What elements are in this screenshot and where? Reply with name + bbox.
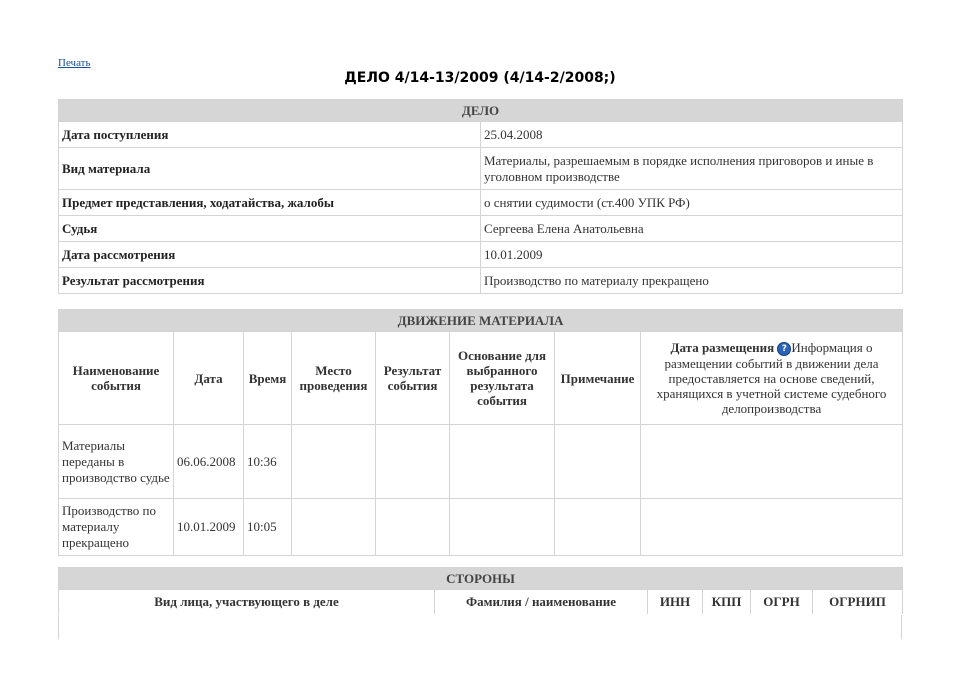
table-border-line	[901, 615, 902, 639]
cell-time: 10:36	[244, 425, 292, 499]
col-header-kpp: КПП	[703, 590, 751, 615]
case-row-review-date	[59, 242, 903, 268]
case-row-value: о снятии судимости (ст.400 УПК РФ)	[481, 190, 903, 216]
parties-header-row	[59, 590, 903, 615]
cell-note	[555, 425, 641, 499]
cell-time: 10:05	[244, 499, 292, 556]
col-header-result: Результат события	[376, 332, 450, 425]
col-header-inn: ИНН	[648, 590, 703, 615]
case-row-judge	[59, 216, 903, 242]
case-row-label: Судья	[59, 216, 481, 242]
case-section-header: ДЕЛО	[59, 100, 903, 122]
cell-posted	[641, 499, 903, 556]
movement-section-header: ДВИЖЕНИЕ МАТЕРИАЛА	[59, 310, 903, 332]
cell-note	[555, 499, 641, 556]
cell-event: Материалы переданы в производство судье	[59, 425, 174, 499]
case-row-value: 25.04.2008	[481, 122, 903, 148]
cell-posted	[641, 425, 903, 499]
case-row-label: Дата поступления	[59, 122, 481, 148]
col-header-posted	[641, 332, 903, 425]
case-row-material-type	[59, 148, 903, 190]
question-circle-icon[interactable]: ?	[777, 342, 791, 356]
table-border-line	[58, 615, 59, 639]
case-row-label: Дата рассмотрения	[59, 242, 481, 268]
cell-result	[376, 499, 450, 556]
col-header-date: Дата	[174, 332, 244, 425]
case-row-label: Вид материала	[59, 148, 481, 190]
col-header-note: Примечание	[555, 332, 641, 425]
col-header-party-name: Фамилия / наименование	[435, 590, 648, 615]
col-header-place: Место проведения	[292, 332, 376, 425]
print-link[interactable]: Печать	[58, 57, 91, 69]
case-row-label: Результат рассмотрения	[59, 268, 481, 294]
cell-basis	[450, 499, 555, 556]
cell-basis	[450, 425, 555, 499]
case-info-table	[58, 99, 903, 294]
movement-header-row	[59, 332, 903, 425]
cell-result	[376, 425, 450, 499]
col-header-basis: Основание для выбранного результата события	[450, 332, 555, 425]
cell-place	[292, 425, 376, 499]
cell-event: Производство по материалу прекращено	[59, 499, 174, 556]
case-row-review-result	[59, 268, 903, 294]
cell-date: 10.01.2009	[174, 499, 244, 556]
cell-date: 06.06.2008	[174, 425, 244, 499]
col-header-posted-date: Дата размещения	[670, 339, 775, 355]
col-header-ogrnip: ОГРНИП	[813, 590, 903, 615]
table-row	[59, 425, 903, 499]
page-title: ДЕЛО 4/14-13/2009 (4/14-2/2008;)	[344, 70, 616, 86]
table-row	[59, 499, 903, 556]
col-header-ogrn: ОГРН	[751, 590, 813, 615]
col-header-posted-info: Информация о размещении событий в движении дела предоставляется на основе сведений, хранящихся в учетной системе судебного делопроизводства	[656, 339, 887, 416]
case-row-value: Производство по материалу прекращено	[481, 268, 903, 294]
case-row-value: 10.01.2009	[481, 242, 903, 268]
cell-place	[292, 499, 376, 556]
case-row-value: Материалы, разрешаемым в порядке исполнения приговоров и иные в уголовном производстве	[481, 148, 903, 190]
parties-table	[58, 567, 903, 614]
case-row-value: Сергеева Елена Анатольевна	[481, 216, 903, 242]
col-header-time: Время	[244, 332, 292, 425]
case-row-subject	[59, 190, 903, 216]
case-row-receipt-date	[59, 122, 903, 148]
movement-table	[58, 309, 903, 556]
col-header-party-kind: Вид лица, участвующего в деле	[59, 590, 435, 615]
case-row-label: Предмет представления, ходатайства, жалобы	[59, 190, 481, 216]
col-header-event: Наименование события	[59, 332, 174, 425]
parties-section-header: СТОРОНЫ	[59, 568, 903, 590]
